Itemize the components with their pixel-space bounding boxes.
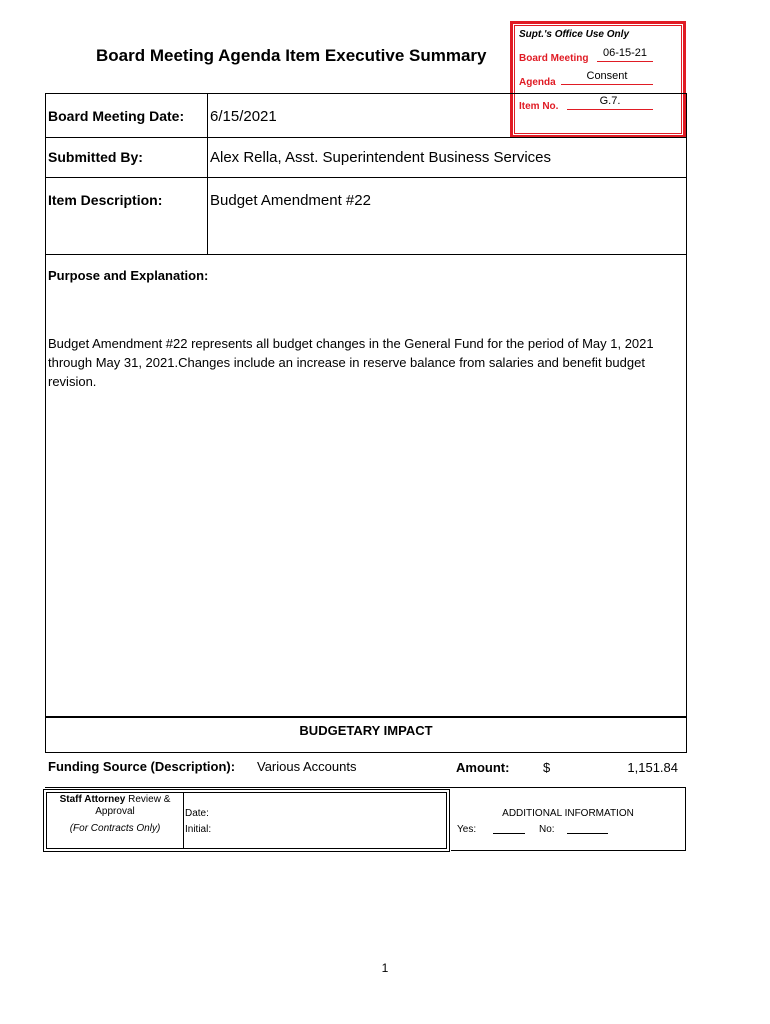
yes-blank-line [493, 833, 525, 834]
funding-source-value: Various Accounts [257, 759, 357, 774]
attorney-initial-label: Initial: [185, 824, 212, 835]
column-divider [685, 787, 686, 850]
meeting-date-value: 6/15/2021 [210, 108, 277, 125]
submitted-by-label: Submitted By: [48, 149, 143, 165]
row-divider [45, 787, 686, 788]
row-divider [45, 177, 686, 178]
purpose-label: Purpose and Explanation: [48, 268, 209, 283]
page-number: 1 [381, 961, 389, 975]
item-no-label: Item No. [519, 101, 559, 112]
submitted-by-value: Alex Rella, Asst. Superintendent Business Services [210, 149, 552, 166]
attorney-title-bold: Staff Attorney [59, 794, 126, 805]
attorney-title [47, 794, 183, 818]
item-description-value: Budget Amendment #22 [210, 192, 371, 209]
board-meeting-value: 06-15-21 [597, 48, 653, 62]
page-title: Board Meeting Agenda Item Executive Summary [96, 46, 487, 65]
item-no-value: G.7. [567, 96, 653, 110]
row-divider [45, 254, 686, 255]
funding-source-label: Funding Source (Description): [48, 759, 236, 774]
item-description-label: Item Description: [48, 192, 163, 208]
additional-info-heading: ADDITIONAL INFORMATION [502, 808, 634, 819]
board-meeting-label: Board Meeting [519, 53, 589, 64]
column-divider [183, 792, 184, 848]
budgetary-impact-heading: BUDGETARY IMPACT [299, 723, 433, 738]
agenda-value: Consent [561, 71, 653, 85]
currency-symbol: $ [543, 760, 551, 775]
office-use-heading: Supt.'s Office Use Only [519, 29, 629, 40]
row-divider [451, 850, 686, 851]
attorney-title-line2: Approval [95, 806, 135, 817]
agenda-label: Agenda [519, 77, 556, 88]
attorney-date-label: Date: [185, 808, 209, 819]
additional-yes-label: Yes: [457, 824, 477, 835]
summary-table [45, 93, 687, 718]
meeting-date-label: Board Meeting Date: [48, 108, 185, 124]
column-divider [207, 93, 208, 254]
additional-no-label: No: [539, 824, 555, 835]
attorney-title-rest: Review & [125, 794, 171, 805]
purpose-body: Budget Amendment #22 represents all budget changes in the General Fund for the period of May 1, 2021 through May 31, 2021.Changes include an increase in reserve balance from salaries and benefit budget revision. [48, 336, 654, 389]
row-divider [45, 137, 686, 138]
amount-label: Amount: [456, 760, 510, 775]
attorney-contracts-note: (For Contracts Only) [69, 823, 161, 834]
amount-value: 1,151.84 [627, 760, 678, 775]
no-blank-line [567, 833, 608, 834]
